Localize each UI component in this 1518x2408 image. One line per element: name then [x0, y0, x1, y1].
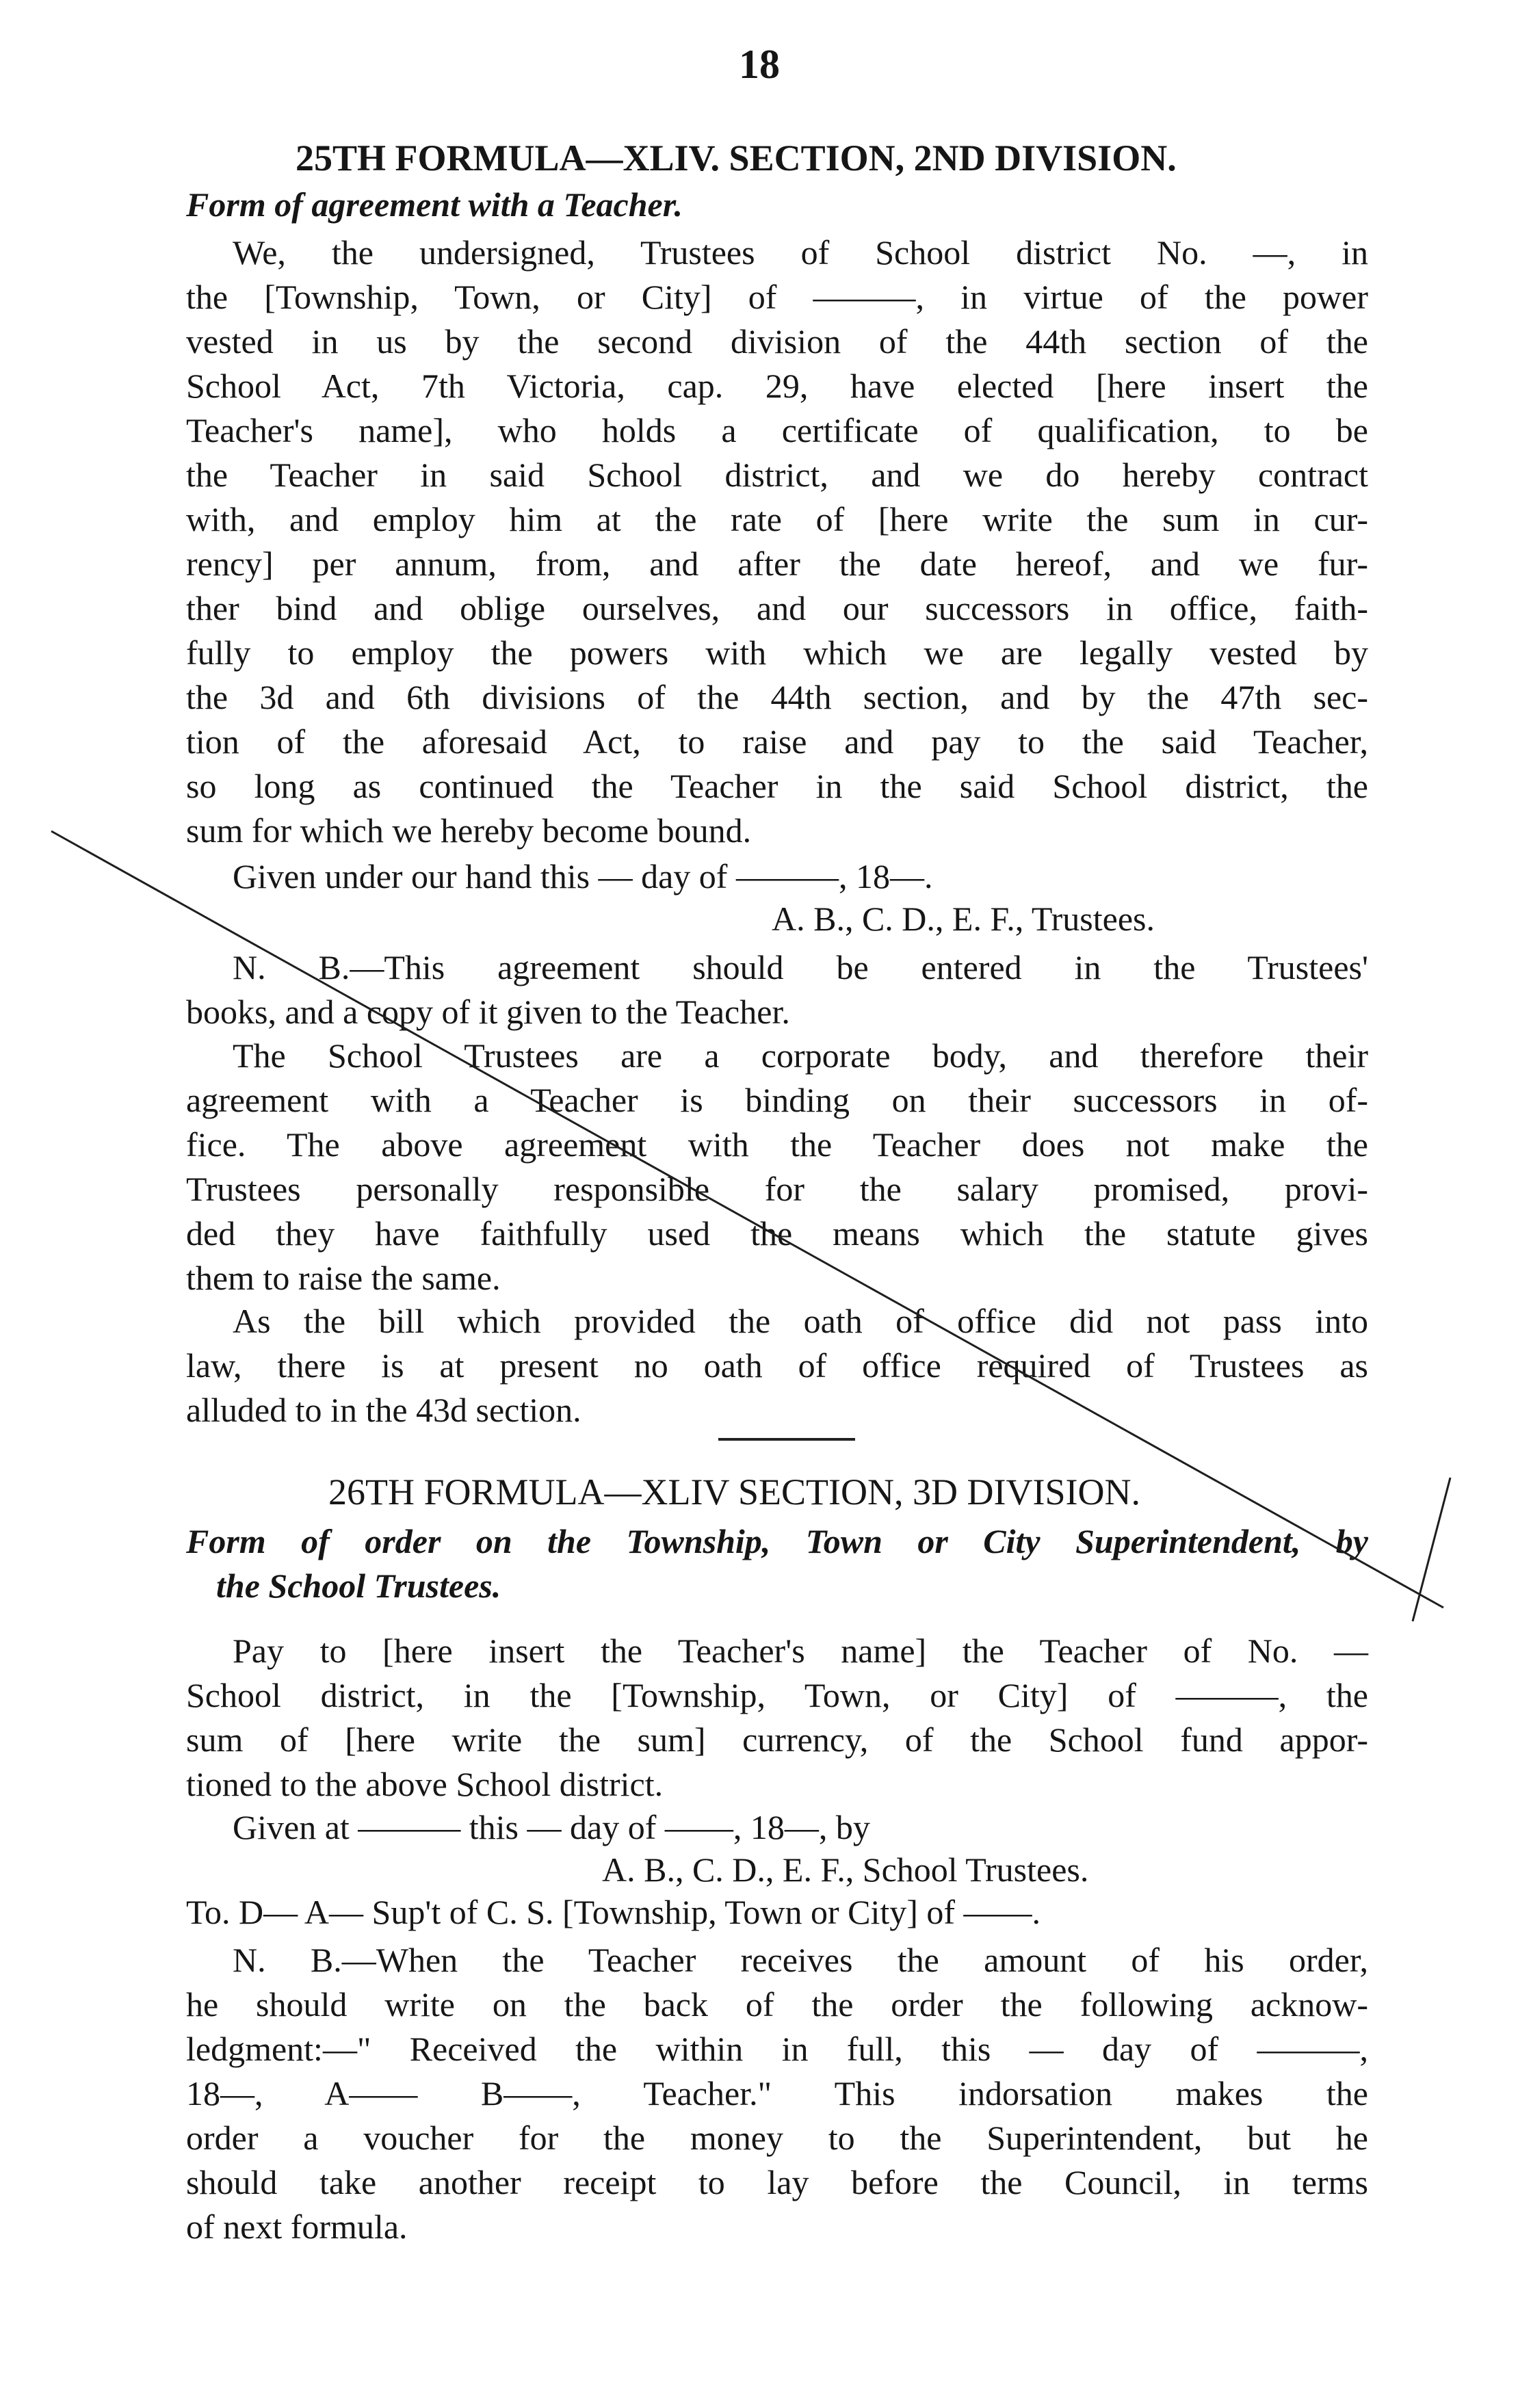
note-line: of next formula.	[186, 2208, 408, 2246]
note-line: he should write on the back of the order the following acknow-	[186, 1985, 1368, 2024]
paragraph-line: fully to employ the powers with which we are legally vested by	[186, 633, 1368, 672]
page-number: 18	[739, 42, 780, 87]
paragraph-line: ther bind and oblige ourselves, and our successors in office, faith-	[186, 589, 1368, 627]
paragraph-line: tion of the aforesaid Act, to raise and pay to the said Teacher,	[186, 722, 1368, 761]
paragraph-line: tioned to the above School district.	[186, 1765, 664, 1803]
paragraph-line: Trustees personally responsible for the salary promised, provi-	[186, 1170, 1368, 1208]
paragraph-line: sum for which we hereby become bound.	[186, 811, 752, 850]
paragraph-line: the [Township, Town, or City] of ———, in virtue of the power	[186, 278, 1368, 316]
subheading-line: Form of order on the Township, Town or City Superintendent, by	[186, 1522, 1368, 1560]
paragraph-line: sum of [here write the sum] currency, of the School fund appor-	[186, 1720, 1368, 1759]
paragraph-line: School district, in the [Township, Town, or City] of ———, the	[186, 1676, 1368, 1714]
paragraph-line: alluded to in the 43d section.	[186, 1391, 581, 1429]
note-line: N. B.—When the Teacher receives the amount of his order,	[233, 1941, 1368, 1979]
section-25-given-line: Given under our hand this — day of ———, 18—.	[233, 857, 933, 895]
paragraph-line: rency] per annum, from, and after the date hereof, and we fur-	[186, 545, 1368, 583]
note-line: N. B.—This agreement should be entered in the Trustees'	[233, 948, 1368, 986]
section-25-subheading: Form of agreement with a Teacher.	[186, 185, 683, 224]
section-26-signature: A. B., C. D., E. F., School Trustees.	[602, 1850, 1089, 1889]
paragraph-line: fice. The above agreement with the Teacher does not make the	[186, 1125, 1368, 1164]
section-26-to-line: To. D— A— Sup't of C. S. [Township, Town or City] of ——.	[186, 1893, 1041, 1931]
note-line: ledgment:—" Received the within in full, this — day of ———,	[186, 2030, 1368, 2068]
section-26-given-line: Given at ——— this — day of ——, 18—, by	[233, 1808, 870, 1846]
note-line: order a voucher for the money to the Superintendent, but he	[186, 2119, 1368, 2157]
section-25-heading: 25TH FORMULA—XLIV. SECTION, 2ND DIVISION.	[296, 138, 1177, 179]
paragraph-line: them to raise the same.	[186, 1259, 501, 1297]
subheading-line: the School Trustees.	[216, 1567, 501, 1605]
paragraph-line: vested in us by the second division of the 44th section of the	[186, 322, 1368, 361]
paragraph-line: Teacher's name], who holds a certificate of qualification, to be	[186, 411, 1368, 449]
paragraph-line: law, there is at present no oath of office required of Trustees as	[186, 1346, 1368, 1385]
paragraph-line: the 3d and 6th divisions of the 44th section, and by the 47th sec-	[186, 678, 1368, 716]
section-25-signature: A. B., C. D., E. F., Trustees.	[772, 900, 1155, 938]
paragraph-line: School Act, 7th Victoria, cap. 29, have elected [here insert the	[186, 367, 1368, 405]
paragraph-line: ded they have faithfully used the means which the statute gives	[186, 1214, 1368, 1253]
paragraph-line: agreement with a Teacher is binding on their successors in of-	[186, 1081, 1368, 1119]
paragraph-line: the Teacher in said School district, and we do hereby contract	[186, 456, 1368, 494]
paragraph-line: with, and employ him at the rate of [here write the sum in cur-	[186, 500, 1368, 538]
note-line: should take another receipt to lay before the Council, in terms	[186, 2163, 1368, 2201]
note-line: books, and a copy of it given to the Teacher.	[186, 993, 790, 1031]
paragraph-line: so long as continued the Teacher in the said School district, the	[186, 767, 1368, 805]
paragraph-line: We, the undersigned, Trustees of School district No. —, in	[233, 233, 1368, 272]
section-26-heading: 26TH FORMULA—XLIV SECTION, 3D DIVISION.	[328, 1471, 1140, 1513]
paragraph-line: The School Trustees are a corporate body, and therefore their	[233, 1036, 1368, 1075]
note-line: 18—, A—— B——, Teacher." This indorsation makes the	[186, 2074, 1368, 2112]
paragraph-line: As the bill which provided the oath of office did not pass into	[233, 1302, 1368, 1340]
paragraph-line: Pay to [here insert the Teacher's name] the Teacher of No. —	[233, 1632, 1368, 1670]
